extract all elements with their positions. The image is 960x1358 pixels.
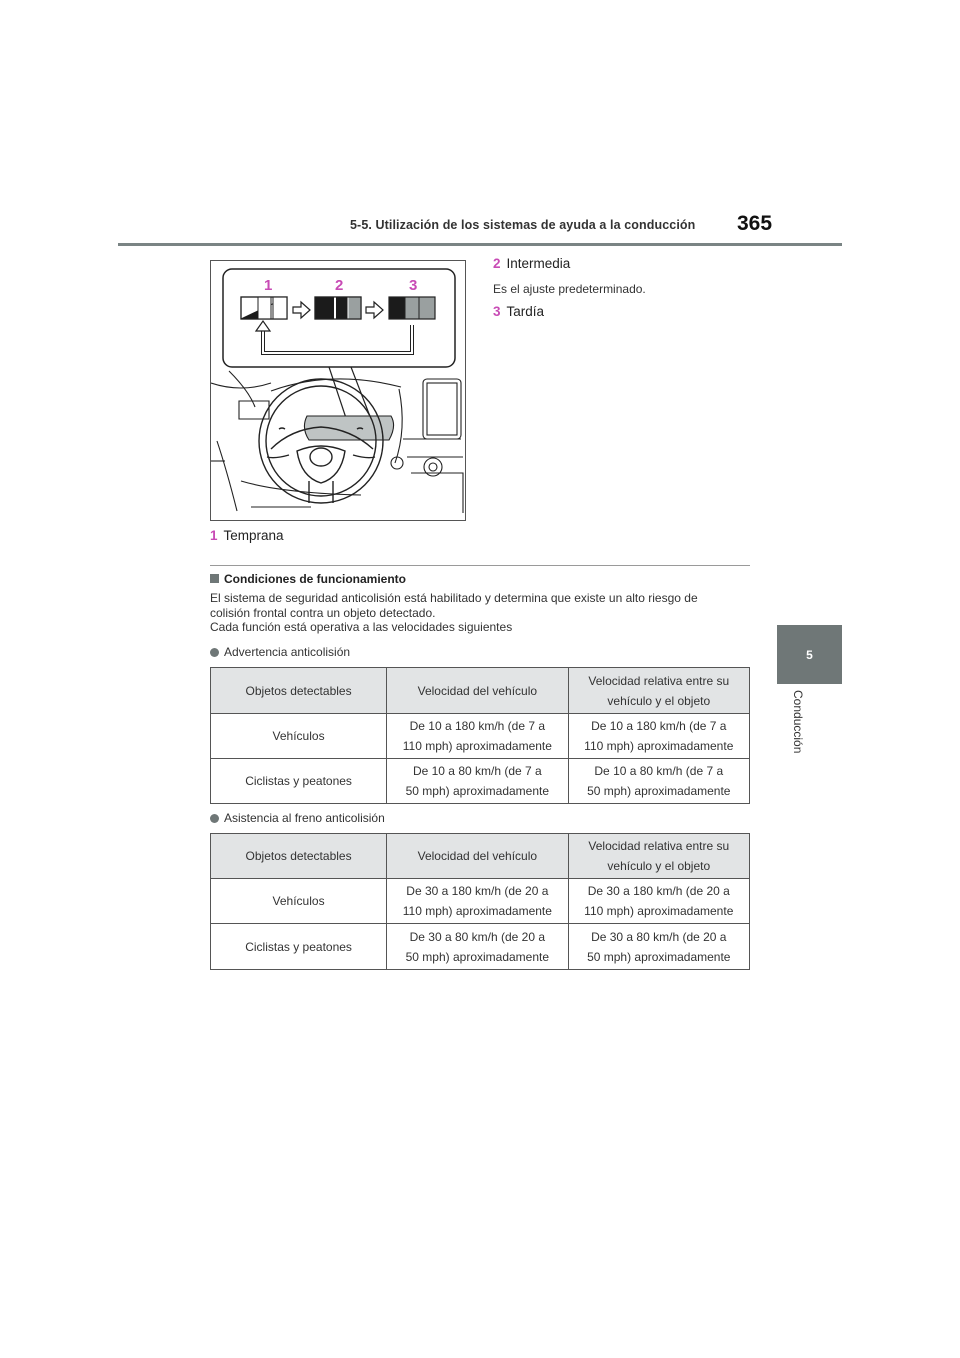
table-cell: Ciclistas y peatones — [211, 759, 387, 804]
table-cell: De 30 a 80 km/h (de 20 a 50 mph) aproximadamente — [568, 924, 749, 970]
dashboard-illustration — [211, 261, 465, 520]
section-heading-text: Condiciones de funcionamiento — [224, 572, 407, 586]
option-number: 2 — [493, 256, 501, 271]
timing-illustration — [210, 260, 466, 521]
chapter-number: 5 — [806, 647, 813, 662]
table-cell: Vehículos — [211, 714, 387, 759]
table-row — [211, 714, 750, 759]
speed-table-brake — [210, 833, 750, 970]
section-heading — [210, 572, 406, 586]
section-title: 5-5. Utilización de los sistemas de ayuda a la conducción — [350, 218, 696, 232]
chapter-label: Conducción — [791, 690, 805, 754]
table-cell: De 10 a 80 km/h (de 7 a 50 mph) aproximadamente — [387, 759, 568, 804]
steering-wheel-icon — [259, 379, 383, 503]
table-cell: De 30 a 180 km/h (de 20 a 110 mph) aproximadamente — [568, 879, 749, 924]
table-row — [211, 879, 750, 924]
header-cell: Velocidad relativa entre su vehículo y el objeto — [568, 668, 749, 714]
paragraph-line: Cada función está operativa a las velocidades siguientes — [210, 620, 513, 634]
table-cell: De 30 a 180 km/h (de 20 a 110 mph) aproximadamente — [387, 879, 568, 924]
option-label: Tardía — [506, 304, 545, 319]
table-cell: Ciclistas y peatones — [211, 924, 387, 970]
option-note: Es el ajuste predeterminado. — [493, 282, 646, 296]
option-label: Intermedia — [506, 256, 571, 271]
indicator-early-icon — [241, 297, 287, 319]
square-bullet-icon — [210, 574, 219, 583]
header-cell: Velocidad del vehículo — [387, 834, 568, 879]
header-cell: Velocidad relativa entre su vehículo y el objeto — [568, 834, 749, 879]
figure-label-3: 3 — [409, 277, 418, 294]
option-intermediate — [493, 256, 570, 271]
option-early — [210, 528, 284, 543]
table-row — [211, 759, 750, 804]
header-cell: Objetos detectables — [211, 668, 387, 714]
page-number: 365 — [737, 212, 773, 235]
round-bullet-icon — [210, 648, 219, 657]
table-cell: De 10 a 180 km/h (de 7 a 110 mph) aproximadamente — [387, 714, 568, 759]
table-header-row — [211, 834, 750, 879]
option-late — [493, 304, 544, 319]
bullet-text: Asistencia al freno anticolisión — [224, 811, 385, 825]
table-cell: De 10 a 180 km/h (de 7 a 110 mph) aproximadamente — [568, 714, 749, 759]
option-number: 1 — [210, 528, 218, 543]
speed-table-warning — [210, 667, 750, 804]
figure-label-2: 2 — [335, 277, 344, 294]
header-rule — [118, 243, 842, 246]
option-number: 3 — [493, 304, 501, 319]
section-paragraph — [210, 591, 755, 635]
section-divider — [210, 565, 750, 566]
table-row — [211, 924, 750, 970]
bullet-brake-assist — [210, 811, 385, 825]
bullet-collision-warning — [210, 645, 350, 659]
bullet-text: Advertencia anticolisión — [224, 645, 351, 659]
table-cell: De 10 a 80 km/h (de 7 a 50 mph) aproximadamente — [568, 759, 749, 804]
paragraph-line: colisión frontal contra un objeto detectado. — [210, 605, 436, 620]
indicator-intermediate-icon — [315, 297, 361, 319]
header-cell: Velocidad del vehículo — [387, 668, 568, 714]
indicator-late-icon — [389, 297, 435, 319]
chapter-tab — [777, 625, 842, 684]
table-header-row — [211, 668, 750, 714]
header-cell: Objetos detectables — [211, 834, 387, 879]
option-label: Temprana — [223, 528, 284, 543]
table-cell: Vehículos — [211, 879, 387, 924]
paragraph-line: El sistema de seguridad anticolisión está habilitado y determina que existe un alto riesgo de — [210, 591, 698, 605]
table-cell: De 30 a 80 km/h (de 20 a 50 mph) aproximadamente — [387, 924, 568, 970]
figure-label-1: 1 — [264, 277, 273, 294]
round-bullet-icon — [210, 814, 219, 823]
